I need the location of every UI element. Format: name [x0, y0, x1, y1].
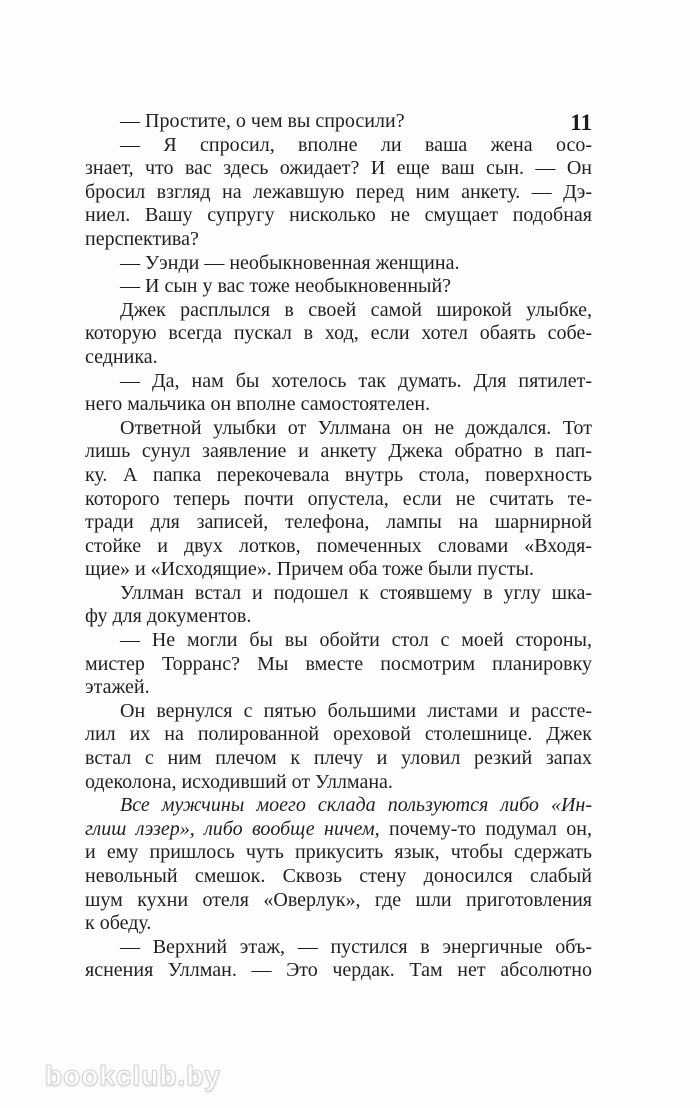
text-line — [85, 582, 592, 606]
text-segment: встал с ним плечом к плечу и уловил резкий запах — [85, 747, 592, 770]
text-line — [85, 275, 592, 299]
text-line — [85, 181, 592, 205]
text-segment: шум кухни отеля «Оверлук», где шли приготовления — [85, 888, 592, 911]
text-segment: ку. А папка перекочевала внутрь стола, поверхность — [85, 463, 592, 486]
text-segment: седника. — [85, 345, 158, 368]
page-number: 11 — [570, 110, 592, 135]
text-line — [85, 889, 592, 913]
text-segment: Ответной улыбки от Уллмана он не дождался. Тот — [120, 416, 592, 439]
text-line — [85, 511, 592, 535]
text-segment: щие» и «Исходящие». Причем оба тоже были пусты. — [85, 558, 535, 581]
text-segment: ниел. Вашу супругу нисколько не смущает подобная — [85, 204, 592, 227]
text-segment: Он вернулся с пятью большими листами и рассте- — [120, 699, 592, 722]
italic-text-segment: Все мужчины моего склада пользуются либо «Ин- — [120, 794, 592, 817]
text-line — [85, 370, 592, 394]
text-segment: к обеду. — [85, 912, 152, 935]
text-line — [85, 629, 592, 653]
italic-text-segment: глиш лэзер», либо вообще ничем, — [85, 817, 380, 840]
text-segment: одеколона, исходивший от Уллмана. — [85, 770, 393, 793]
text-line — [85, 110, 592, 134]
text-segment: знает, что вас здесь ожидает? И еще ваш сын. — Он — [85, 157, 592, 180]
text-segment: которого теперь почти опустела, если не считать те- — [85, 487, 592, 510]
text-segment: яснения Уллман. — Это чердак. Там нет абсолютно — [85, 959, 592, 982]
text-segment: — Простите, о чем вы спросили? — [120, 110, 405, 132]
text-line — [85, 676, 592, 700]
text-segment: — Я спросил, вполне ли ваша жена осо- — [120, 133, 592, 156]
text-line — [85, 700, 592, 724]
text-segment: лишь сунул заявление и анкету Джека обратно в пап- — [85, 440, 592, 463]
text-segment: мистер Торранс? Мы вместе посмотрим планировку — [85, 652, 592, 675]
text-segment: бросил взгляд на лежавшую перед ним анкету. — Дэ- — [85, 180, 592, 203]
text-segment: тради для записей, телефона, лампы на шарнирной — [85, 511, 592, 534]
text-line — [85, 818, 592, 842]
text-line — [85, 204, 592, 228]
text-segment: него мальчика он вполне самостоятелен. — [85, 393, 431, 416]
text-segment: почему-то подумал он, — [379, 817, 592, 840]
text-column — [85, 110, 592, 983]
text-line — [85, 252, 592, 276]
text-segment: Джек расплылся в своей самой широкой улыбке, — [120, 298, 592, 321]
text-line — [85, 157, 592, 181]
text-segment: — Не могли бы вы обойти стол с моей стороны, — [120, 629, 592, 652]
text-line — [85, 605, 592, 629]
text-line — [85, 723, 592, 747]
text-line — [85, 322, 592, 346]
text-line — [85, 936, 592, 960]
text-line — [85, 299, 592, 323]
text-line — [85, 134, 592, 158]
text-line — [85, 959, 592, 983]
text-segment: Уллман встал и подошел к стоявшему в углу шка- — [120, 581, 592, 604]
text-line — [85, 912, 592, 936]
text-segment: этажей. — [85, 676, 150, 699]
text-line — [85, 393, 592, 417]
text-segment: — Да, нам бы хотелось так думать. Для пятилет- — [120, 369, 592, 392]
watermark: bookclub.by — [45, 1060, 221, 1091]
text-line — [85, 535, 592, 559]
text-line — [85, 346, 592, 370]
text-segment: фу для документов. — [85, 605, 252, 628]
text-segment: стойке и двух лотков, помеченных словами «Входя- — [85, 534, 592, 557]
text-line — [85, 794, 592, 818]
text-segment: — Верхний этаж, — пустился в энергичные объ- — [120, 935, 592, 958]
text-line — [85, 653, 592, 677]
text-line — [85, 417, 592, 441]
text-segment: — Уэнди — необыкновенная женщина. — [120, 251, 460, 274]
text-segment: лил их на полированной ореховой столешнице. Джек — [85, 723, 592, 746]
text-line — [85, 558, 592, 582]
text-line — [85, 228, 592, 252]
text-segment: которую всегда пускал в ход, если хотел обаять собе- — [85, 322, 592, 345]
text-segment: невольный смешок. Сквозь стену доносился слабый — [85, 865, 592, 887]
text-line — [85, 747, 592, 771]
text-line — [85, 488, 592, 512]
text-segment: перспектива? — [85, 227, 199, 250]
text-line — [85, 865, 592, 889]
text-line — [85, 771, 592, 795]
text-segment: и ему пришлось чуть прикусить язык, чтобы сдержать — [85, 841, 592, 864]
text-line — [85, 841, 592, 865]
text-segment: — И сын у вас тоже необыкновенный? — [120, 275, 452, 298]
text-line — [85, 440, 592, 464]
text-line — [85, 464, 592, 488]
